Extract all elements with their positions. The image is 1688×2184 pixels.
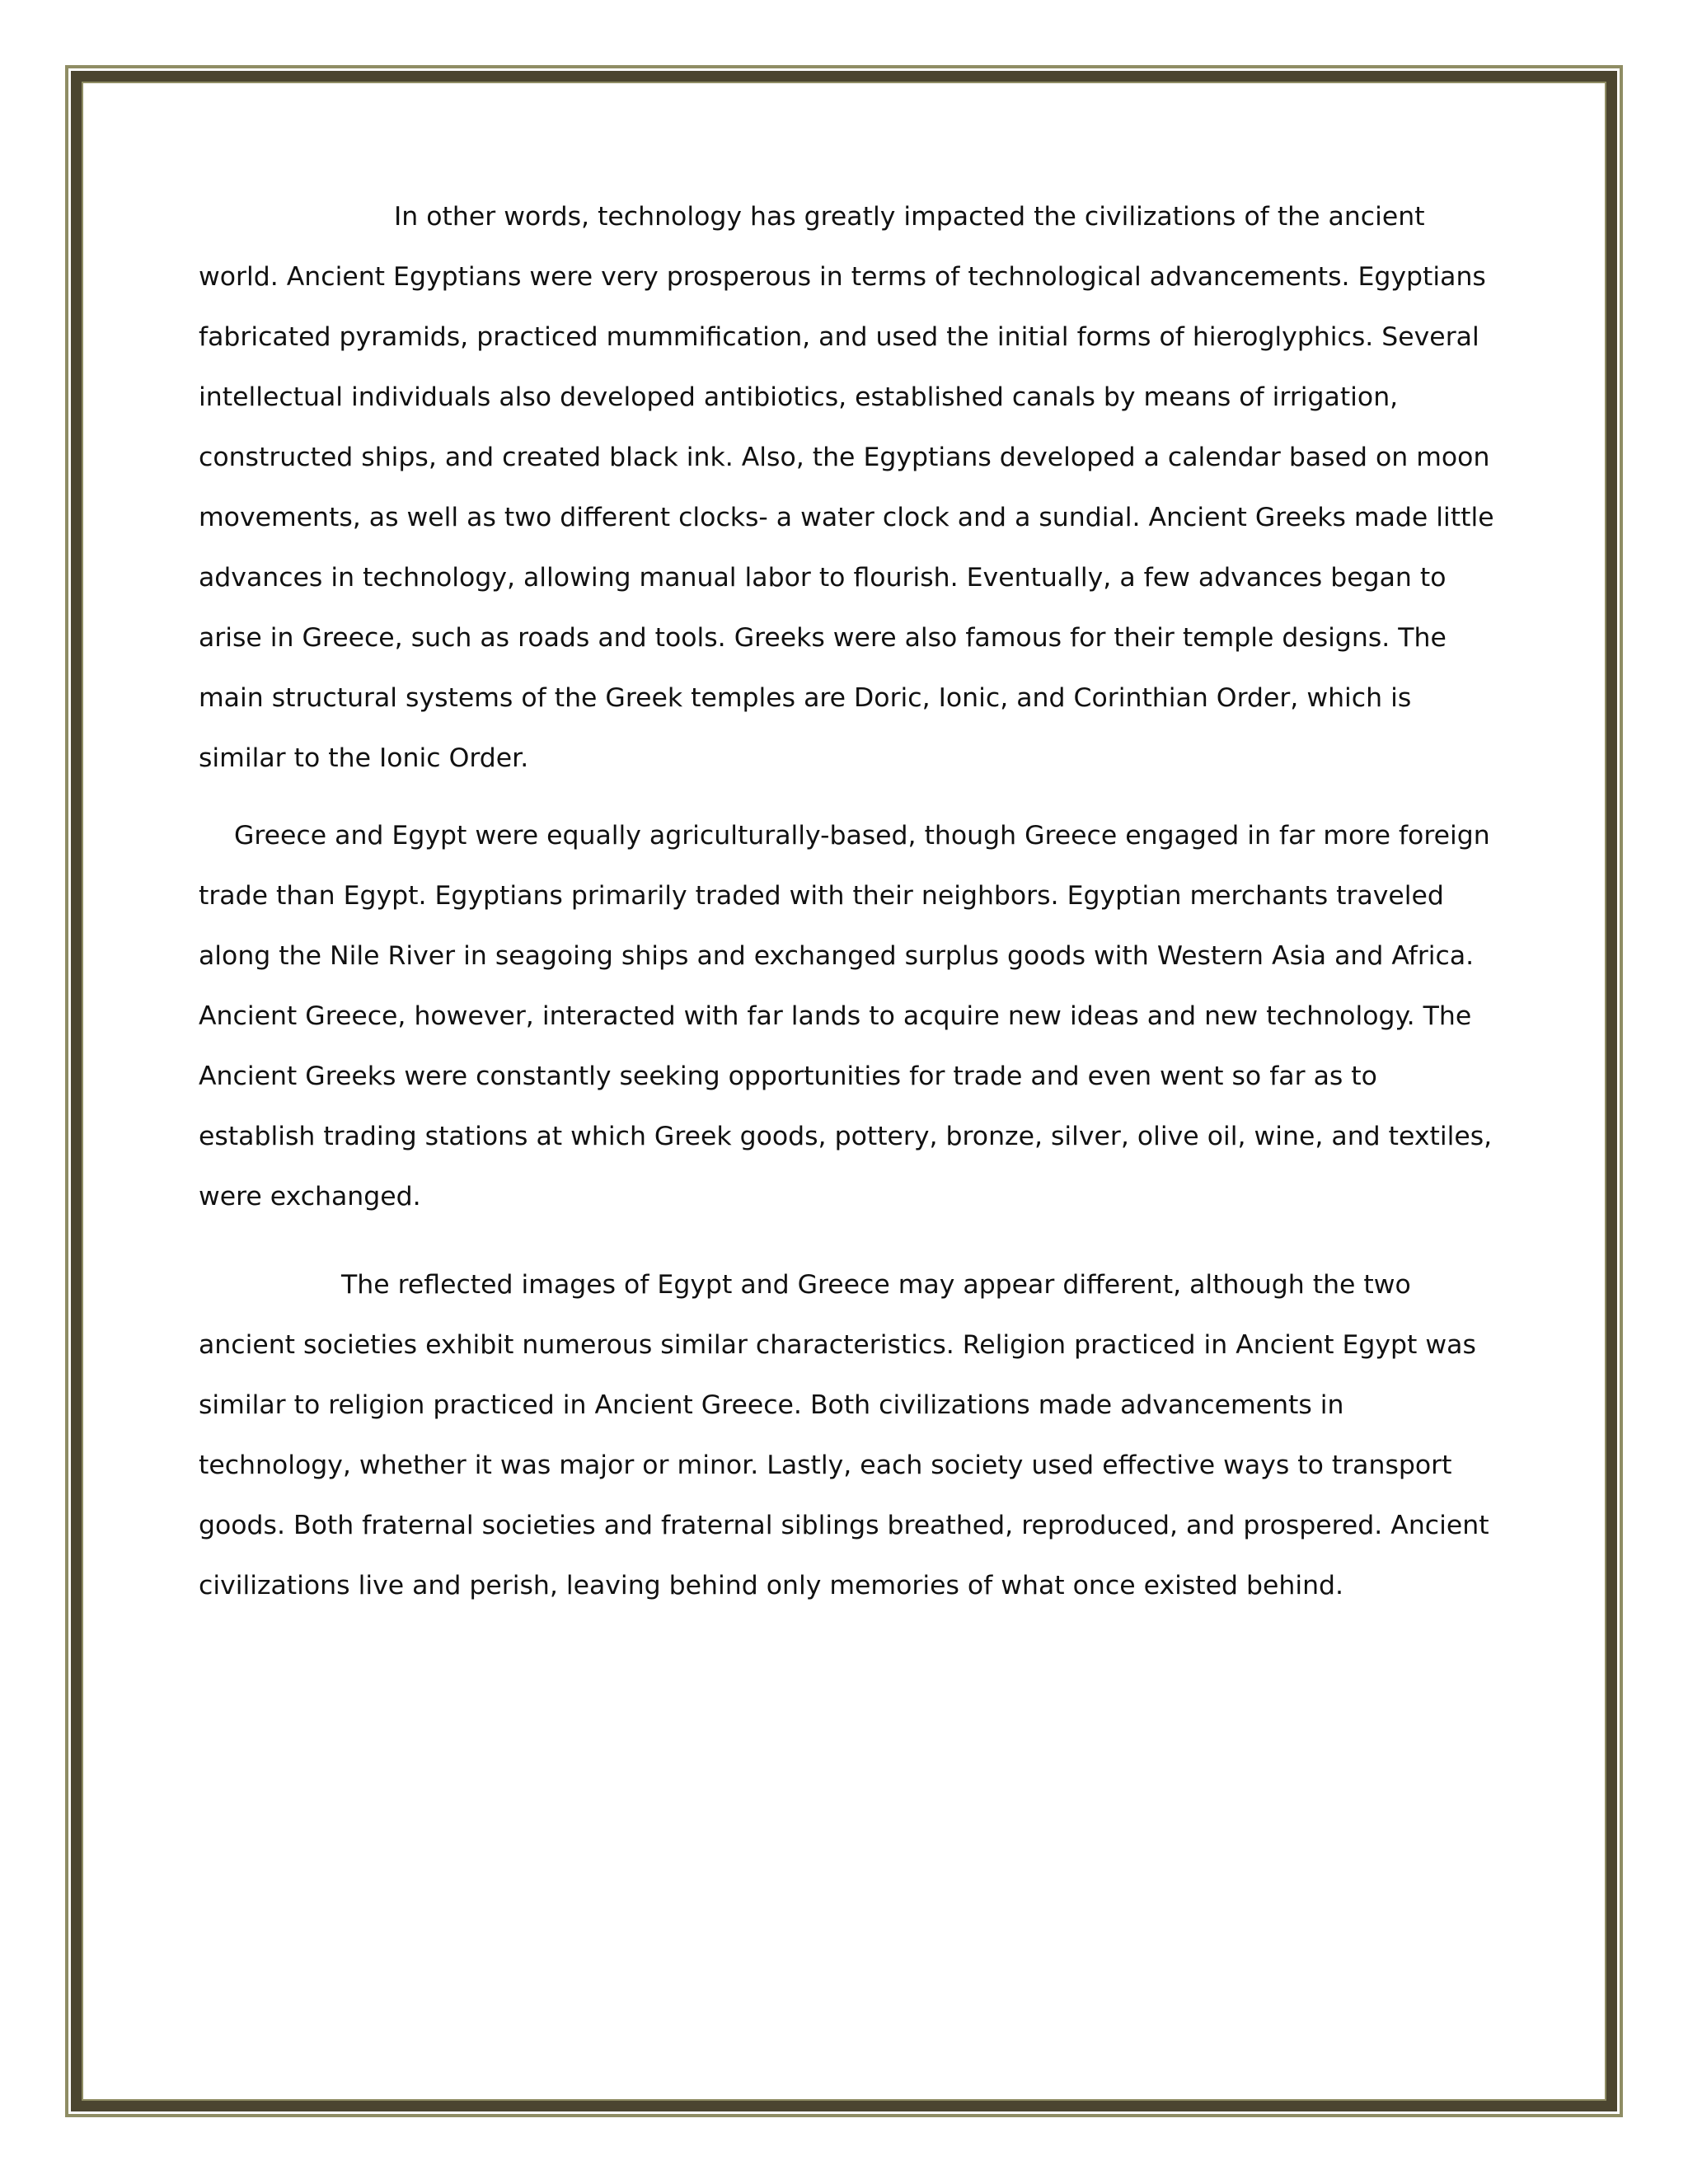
paragraph-conclusion: The reflected images of Egypt and Greece may appear different, although the two ancient societies exhibit numerous similar characteristics. Religion practiced in Ancient Egypt was similar to religion practiced in Ancient Greece. Both civilizations made advancements in technology, whether it was major or minor. Lastly, each society used effective ways to transport goods. Both fraternal societies and fraternal siblings breathed, reproduced, and prospered. Ancient civilizations live and perish, leaving behind only memories of what once existed behind. [199, 1270, 1489, 1601]
document-body [199, 187, 1501, 1616]
paragraph-trade: Greece and Egypt were equally agriculturally-based, though Greece engaged in far more foreign trade than Egypt. Egyptians primarily traded with their neighbors. Egyptian merchants traveled along the Nile River in seagoing ships and exchanged surplus goods with Western Asia and Africa. Ancient Greece, however, interacted with far lands to acquire new ideas and new technology. The Ancient Greeks were constantly seeking opportunities for trade and even went so far as to establish trading stations at which Greek goods, pottery, bronze, silver, olive oil, wine, and textiles, were exchanged. [199, 821, 1493, 1212]
paragraph-technology: In other words, technology has greatly impacted the civilizations of the ancient world. Ancient Egyptians were very prosperous in terms of technological advancements. Egyptians fabricated pyramids, practiced mummification, and used the initial forms of hieroglyphics. Several intellectual individuals also developed antibiotics, established canals by means of irrigation, constructed ships, and created black ink. Also, the Egyptians developed a calendar based on moon movements, as well as two different clocks- a water clock and a sundial. Ancient Greeks made little advances in technology, allowing manual labor to flourish. Eventually, a few advances began to arise in Greece, such as roads and tools. Greeks were also famous for their temple designs. The main structural systems of the Greek temples are Doric, Ionic, and Corinthian Order, which is similar to the Ionic Order. [199, 202, 1494, 773]
